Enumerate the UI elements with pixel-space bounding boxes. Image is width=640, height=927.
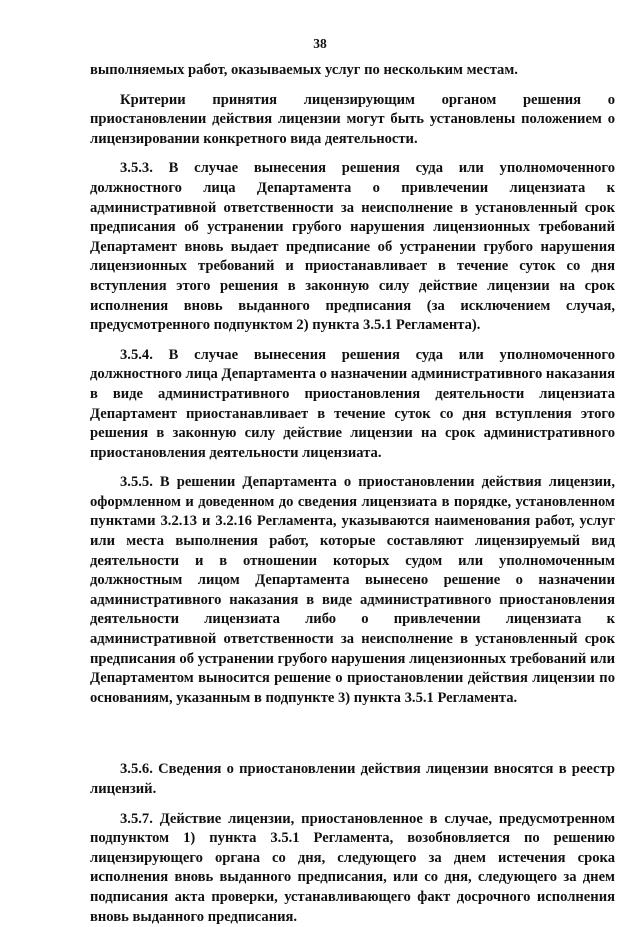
document-body bbox=[90, 61, 615, 927]
page-number: 38 bbox=[313, 36, 327, 51]
paragraph-3-5-3: 3.5.3. В случае вынесения решения суда или уполномоченного должностного лица Департамента о привлечении лицензиата к административной ответственности за неисполнение в установленный срок предписания об устранении грубого нарушения лицензионных требований Департамент вновь выдает предписание об устранении грубого нарушения лицензионных требований и приостанавливает в течение суток со дня вступления этого решения в законную силу действие лицензии на срок исполнения вновь выданного предписания (за исключением случая, предусмотренного подпунктом 2) пункта 3.5.1 Регламента). bbox=[90, 160, 615, 334]
paragraph-3-5-7: 3.5.7. Действие лицензии, приостановленное в случае, предусмотренном подпунктом 1) пункта 3.5.1 Регламента, возобновляется по решению лицензирующего органа со дня, следующего за днем истечения срока исполнения вновь выданного предписания, или со дня, следующего за днем подписания акта проверки, устанавливающего факт досрочного исполнения вновь выданного предписания. bbox=[90, 810, 615, 925]
paragraph-criteria: Критерии принятия лицензирующим органом решения о приостановлении действия лицензии могут быть установлены положением о лицензировании конкретного вида деятельности. bbox=[90, 91, 615, 147]
paragraph-continuation: выполняемых работ, оказываемых услуг по нескольким местам. bbox=[90, 62, 518, 78]
paragraph-3-5-6: 3.5.6. Сведения о приостановлении действия лицензии вносятся в реестр лицензий. bbox=[90, 761, 615, 797]
paragraph-3-5-5: 3.5.5. В решении Департамента о приостановлении действия лицензии, оформленном и доведенном до сведения лицензиата в порядке, установленном пунктами 3.2.13 и 3.2.16 Регламента, указываются наименования работ, услуг или места выполнения работ, которые составляют лицензируемый вид деятельности и в отношении которых судом или уполномоченным должностным лицом Департамента вынесено решение о назначении административного наказания в виде административного приостановления деятельности лицензиата либо о привлечении лицензиата к административной ответственности за неисполнение в установленный срок предписания об устранении грубого нарушения лицензионных требований или Департаментом выносится решение о приостановлении действия лицензии по основаниям, указанным в подпункте 3) пункта 3.5.1 Регламента. bbox=[90, 474, 615, 706]
paragraph-3-5-4: 3.5.4. В случае вынесения решения суда или уполномоченного должностного лица Департамента о назначении административного наказания в виде административного приостановления деятельности лицензиата Департамент приостанавливает в течение суток со дня вступления этого решения в законную силу действие лицензии на срок административного приостановления деятельности лицензиата. bbox=[90, 346, 615, 461]
